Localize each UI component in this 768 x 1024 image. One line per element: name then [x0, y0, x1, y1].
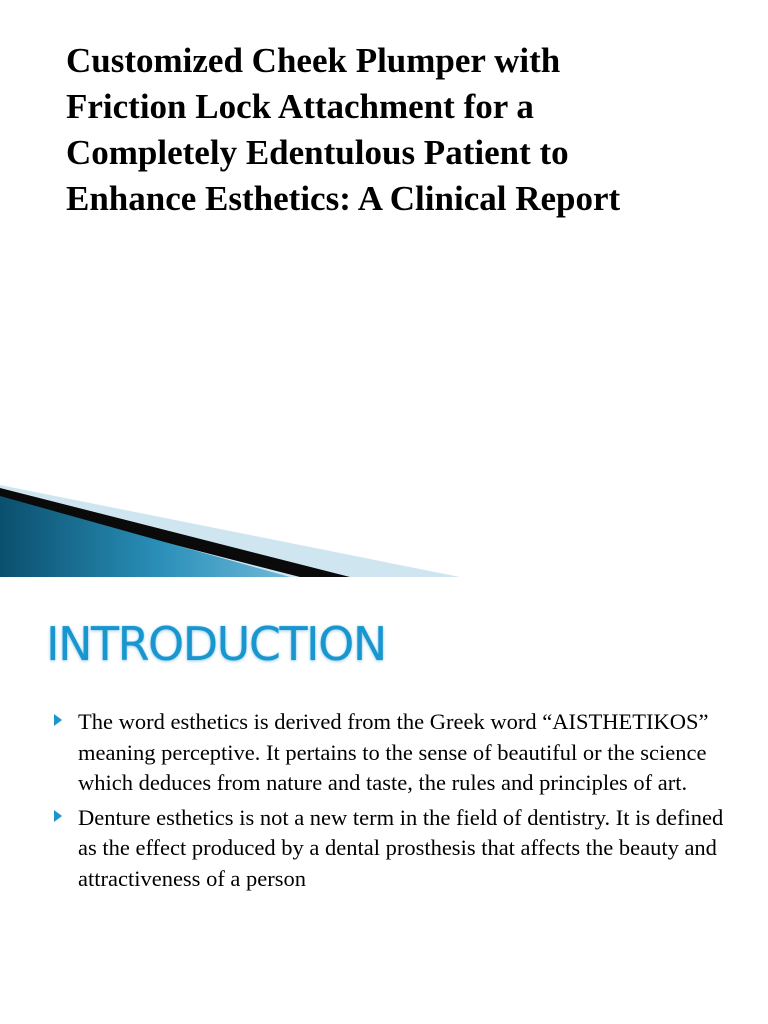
bullet-item — [52, 803, 732, 895]
bullet-item — [52, 707, 732, 799]
bullet-text: The word esthetics is derived from the Greek word “AISTHETIKOS” meaning perceptive. It pertains to the sense of beautiful or the science which deduces from nature and taste, the rules and principles of art. — [78, 709, 709, 795]
triangle-right-icon — [54, 714, 62, 726]
decorative-swoosh — [0, 470, 768, 577]
section-heading: INTRODUCTION — [46, 617, 386, 671]
introduction-slide — [0, 577, 768, 1024]
slide-title: Customized Cheek Plumper with Friction Lock Attachment for a Completely Edentulous Patient to Enhance Esthetics: A Clinical Report — [66, 41, 621, 218]
triangle-right-icon — [54, 810, 62, 822]
bullet-text: Denture esthetics is not a new term in the field of dentistry. It is defined as the effect produced by a dental prosthesis that affects the beauty and attractiveness of a person — [78, 804, 724, 891]
bullet-list — [52, 707, 732, 898]
